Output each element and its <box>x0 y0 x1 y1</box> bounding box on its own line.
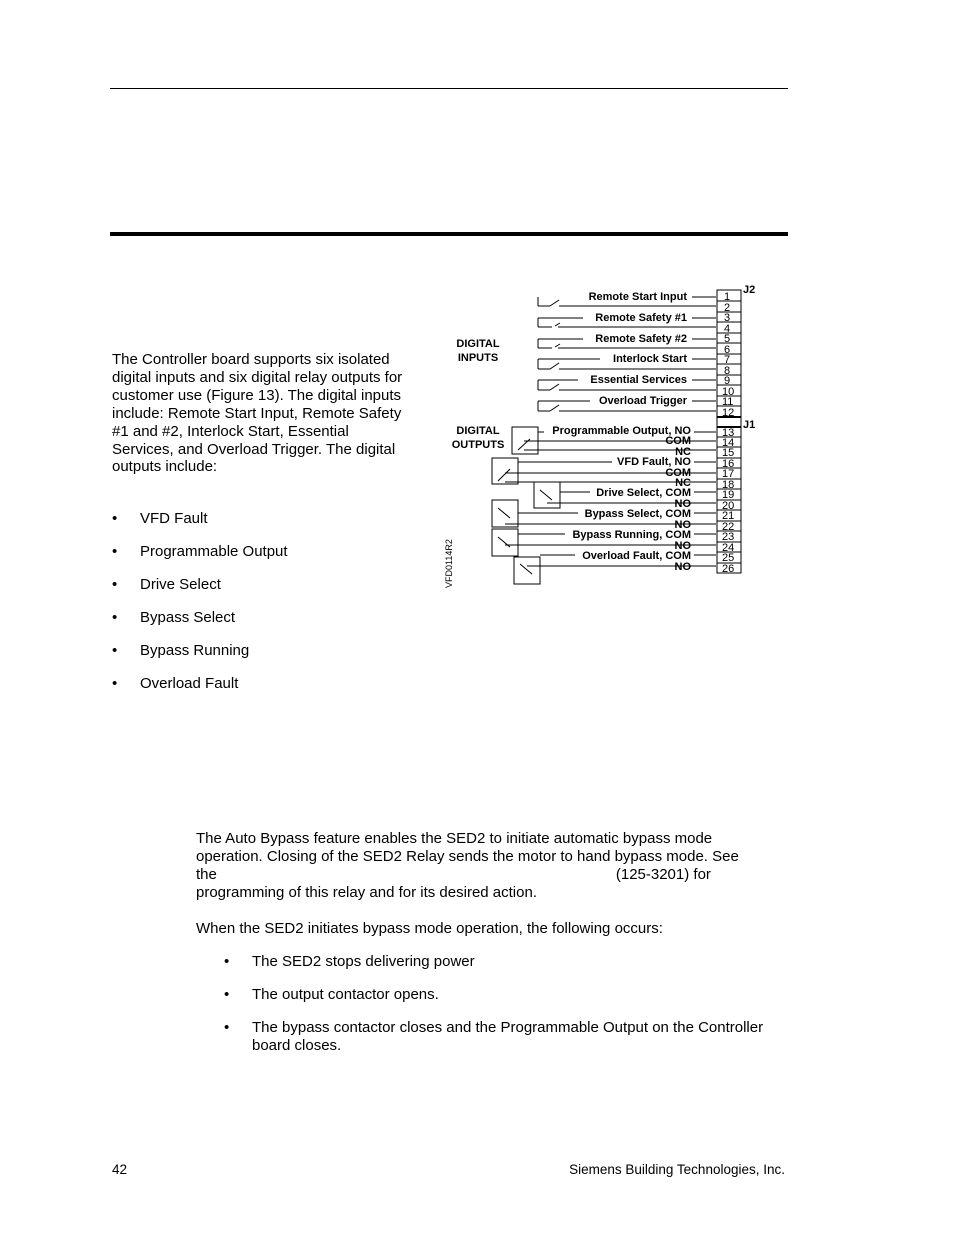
output-label: Programmable Output, NO <box>552 425 691 437</box>
list-item: • Bypass Select <box>112 609 236 626</box>
terminal-number: 8 <box>724 365 731 377</box>
output-label: NO <box>674 561 691 573</box>
terminal-number: 21 <box>722 510 735 522</box>
input-label: Remote Safety #1 <box>595 312 687 324</box>
bypass-steps-list <box>196 953 796 1070</box>
list-item: • VFD Fault <box>112 510 208 527</box>
page-number: 42 <box>112 1162 128 1177</box>
input-label: Remote Safety #2 <box>595 333 687 345</box>
bullet-icon: • <box>112 609 118 626</box>
input-label: Overload Trigger <box>598 395 687 407</box>
output-label: COM <box>665 435 691 447</box>
terminal-number: 5 <box>724 333 731 345</box>
terminal-number: 7 <box>724 354 731 366</box>
terminal-number: 22 <box>722 521 735 533</box>
terminal-number: 16 <box>722 458 735 470</box>
list-item: • Bypass Running <box>112 642 250 659</box>
input-label: Remote Start Input <box>588 291 687 303</box>
output-label: Drive Select, COM <box>596 487 691 499</box>
bullet-icon: • <box>224 1019 230 1036</box>
output-label: NO <box>674 540 691 552</box>
intro-paragraph: The Controller board supports six isolated digital inputs and six digital relay outputs for customer use (Figure 13). The digital inputs include: Remote Start Input, Remote Safety #1 and #2, Interlock Start, Essential Services, and Overload Trigger. The digital outputs include: <box>112 351 403 476</box>
output-label: NC <box>675 477 691 489</box>
terminal-numbers <box>722 291 734 575</box>
footer-company: Siemens Building Technologies, Inc. <box>569 1162 785 1177</box>
output-label: Bypass Running, COM <box>572 529 691 541</box>
bullet-icon: • <box>112 576 118 593</box>
terminal-number: 18 <box>722 479 735 491</box>
terminal-number: 3 <box>724 312 731 324</box>
input-label: Interlock Start <box>613 353 687 365</box>
bullet-icon: • <box>112 510 118 527</box>
terminal-number: 26 <box>722 563 735 575</box>
outputs-heading: DIGITAL <box>456 425 500 437</box>
terminal-number: 2 <box>724 302 731 314</box>
list-item: • Drive Select <box>112 576 221 593</box>
terminal-number: 20 <box>722 500 735 512</box>
list-item: • The bypass contactor closes and the Programmable Output on the Controller board closes. <box>224 1019 764 1054</box>
terminal-number: 4 <box>724 323 731 335</box>
terminal-number: 25 <box>722 552 735 564</box>
inputs-heading: INPUTS <box>457 352 499 364</box>
output-label: COM <box>665 467 691 479</box>
output-label: NC <box>675 446 691 458</box>
bullet-icon: • <box>112 675 118 692</box>
output-label: NO <box>674 519 691 531</box>
terminal-number: 17 <box>722 468 735 480</box>
terminal-number: 24 <box>722 542 735 554</box>
input-label: Essential Services <box>590 374 687 386</box>
output-label: Bypass Select, COM <box>584 508 691 520</box>
connector-j1-label: J1 <box>743 419 756 431</box>
terminal-number: 23 <box>722 531 735 543</box>
connector-j2-label: J2 <box>743 284 756 296</box>
terminal-number: 12 <box>722 407 735 419</box>
output-label: VFD Fault, NO <box>617 456 691 468</box>
terminal-number: 15 <box>722 447 735 459</box>
terminal-number: 9 <box>724 375 731 387</box>
bullet-icon: • <box>112 642 118 659</box>
auto-bypass-paragraph: The Auto Bypass feature enables the SED2 to initiate automatic bypass mode operation. Closing of the SED2 Relay sends the motor to hand bypass mode. See the (125-3201) for programming of this relay and for its desired action. <box>196 830 739 901</box>
bullet-icon: • <box>224 953 230 970</box>
figure-id: VFD0114R2 <box>444 539 454 588</box>
terminal-number: 11 <box>722 396 734 408</box>
bullet-icon: • <box>224 986 230 1003</box>
output-label: Overload Fault, COM <box>582 550 691 562</box>
output-label: NO <box>674 498 691 510</box>
list-item: • Overload Fault <box>112 675 239 692</box>
terminal-number: 1 <box>724 291 731 303</box>
terminal-number: 6 <box>724 344 731 356</box>
list-item: • The SED2 stops delivering power <box>224 953 475 970</box>
terminal-number: 13 <box>722 427 735 439</box>
terminal-number: 19 <box>722 489 735 501</box>
bypass-operation-intro: When the SED2 initiates bypass mode operation, the following occurs: <box>196 920 663 937</box>
bullet-icon: • <box>112 543 118 560</box>
list-item: • The output contactor opens. <box>224 986 439 1003</box>
inputs-heading: DIGITAL <box>456 338 500 350</box>
terminal-number: 10 <box>722 386 735 398</box>
list-item: • Programmable Output <box>112 543 288 560</box>
outputs-heading: OUTPUTS <box>451 439 505 451</box>
terminal-number: 14 <box>722 437 735 449</box>
